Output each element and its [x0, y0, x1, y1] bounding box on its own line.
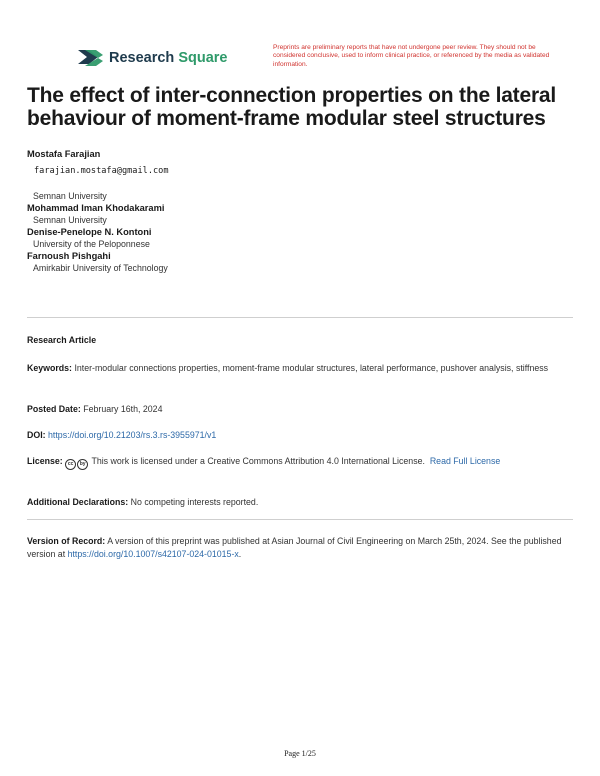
author-block: [27, 226, 577, 250]
posted-date-section: [27, 403, 573, 416]
divider: [27, 519, 573, 520]
author-affiliation: Semnan University: [33, 191, 107, 201]
author-affiliation: Amirkabir University of Technology: [33, 263, 168, 273]
version-of-record-label: Version of Record:: [27, 536, 106, 546]
doi-label: DOI:: [27, 430, 46, 440]
author-name: Mohammad Iman Khodakarami: [27, 203, 165, 213]
license-label: License:: [27, 456, 63, 466]
creative-commons-icon: cc: [65, 459, 76, 470]
author-affiliation: University of the Peloponnese: [33, 239, 150, 249]
research-square-logo-icon: [76, 47, 103, 69]
version-of-record-section: [27, 535, 573, 561]
read-full-license-link[interactable]: Read Full License: [429, 456, 501, 466]
license-text: This work is licensed under a Creative Commons Attribution 4.0 International License.: [91, 456, 425, 466]
doi-section: [27, 429, 573, 442]
published-version-link[interactable]: https://doi.org/10.1007/s42107-024-01015-x: [67, 549, 239, 559]
logo-wordmark-square: Square: [178, 50, 228, 66]
posted-date-value: February 16th, 2024: [83, 404, 163, 414]
doi-link[interactable]: https://doi.org/10.21203/rs.3.rs-3955971/v1: [48, 430, 217, 440]
declarations-label: Additional Declarations:: [27, 497, 129, 507]
declarations-section: [27, 496, 573, 509]
keywords-text: Inter-modular connections properties, moment-frame modular structures, lateral performance, pushover analysis, stiffness: [74, 363, 549, 373]
author-affiliation: Semnan University: [33, 215, 107, 225]
keywords-section: [27, 362, 573, 375]
logo-wordmark-research: Research: [109, 50, 179, 66]
author-list: [27, 148, 577, 274]
author-name: Denise-Penelope N. Kontoni: [27, 227, 152, 237]
attribution-icon: by: [77, 459, 88, 470]
posted-date-label: Posted Date:: [27, 404, 81, 414]
keywords-label: Keywords:: [27, 363, 72, 373]
header: [0, 0, 600, 80]
research-square-logo[interactable]: [76, 47, 228, 69]
author-block: [27, 202, 577, 226]
preprint-notice: Preprints are preliminary reports that have not undergone peer review. They should not be considered conclusive, used to inform clinical practice, or referenced by the media as validated information.: [273, 44, 550, 68]
version-of-record-text: A version of this preprint was published at Asian Journal of Civil Engineering on March 25th, 2024. See the published version at: [27, 536, 562, 559]
license-section: [27, 455, 573, 470]
divider: [27, 317, 573, 318]
logo-wordmark: [109, 50, 228, 66]
author-name: Farnoush Pishgahi: [27, 251, 111, 261]
article-type-label: Research Article: [27, 335, 97, 345]
author-block: [27, 250, 577, 274]
author-block: [27, 148, 577, 202]
page-number: Page 1/25: [284, 749, 316, 758]
author-email[interactable]: farajian.mostafa@gmail.com: [34, 166, 169, 176]
paper-title: The effect of inter-connection properties on the lateral behaviour of moment-frame modular steel structures: [27, 84, 557, 130]
author-name: Mostafa Farajian: [27, 149, 101, 159]
version-of-record-end: .: [238, 549, 242, 559]
article-type: [27, 334, 573, 347]
declarations-text: No competing interests reported.: [130, 497, 259, 507]
